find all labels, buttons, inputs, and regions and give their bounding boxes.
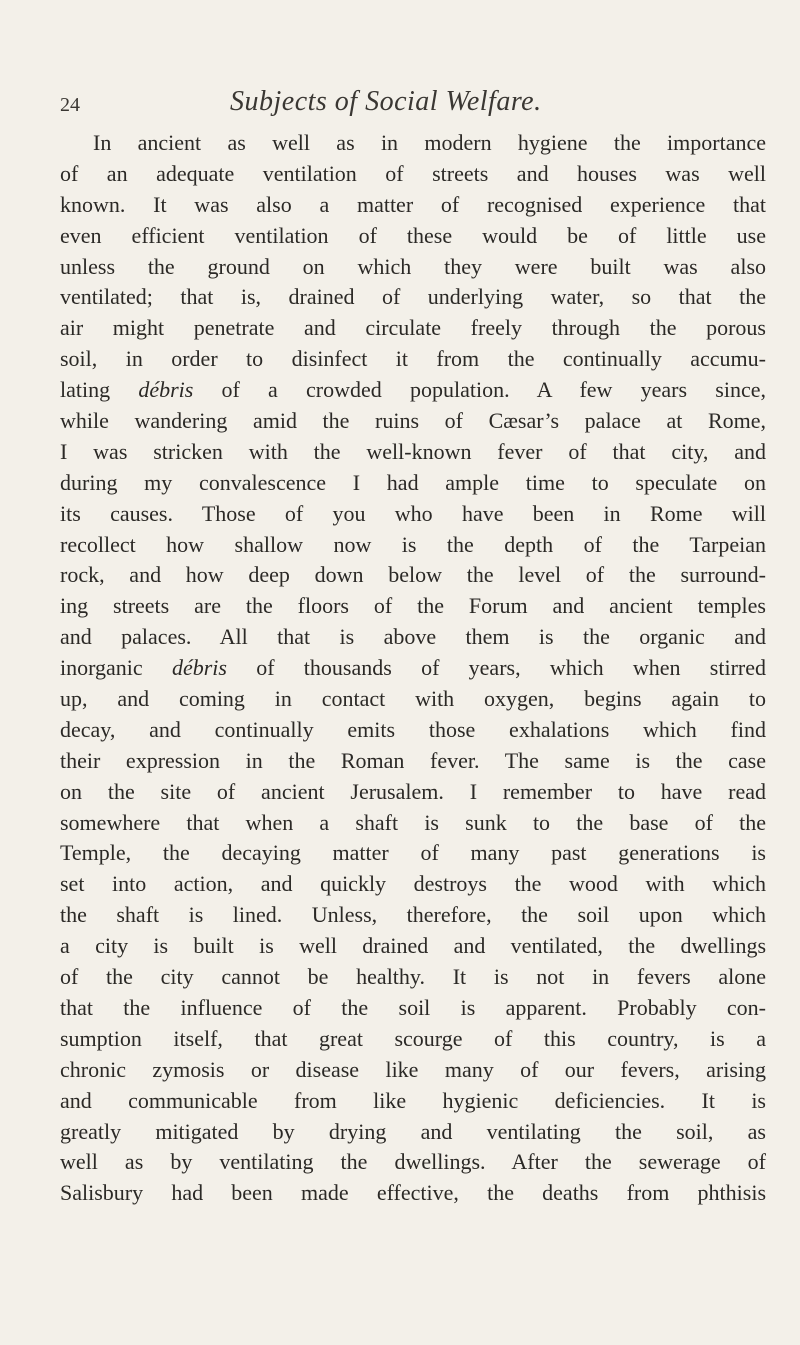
text-line: rock, and how deep down below the level of the surround- — [60, 562, 766, 588]
text-line: while wandering amid the ruins of Cæsar’s palace at Rome, — [60, 408, 766, 434]
text-line: of the city cannot be healthy. It is not in fevers alone — [60, 964, 766, 990]
text-line: recollect how shallow now is the depth of the Tarpeian — [60, 531, 766, 557]
text-line: air might penetrate and circulate freely through the porous — [60, 315, 766, 341]
text-line: sumption itself, that great scourge of this country, is a — [60, 1025, 766, 1051]
text-line: soil, in order to disinfect it from the continually accumu- — [60, 346, 766, 372]
running-head — [60, 86, 760, 126]
text-line: well as by ventilating the dwellings. After the sewerage of — [60, 1149, 766, 1175]
text-line: and palaces. All that is above them is the organic and — [60, 624, 766, 650]
text-line: I was stricken with the well-known fever of that city, and — [60, 438, 766, 464]
text-line: during my convalescence I had ample time to speculate on — [60, 469, 766, 495]
text-line: decay, and continually emits those exhalations which find — [60, 716, 766, 742]
text-line: Temple, the decaying matter of many past generations is — [60, 840, 766, 866]
text-line: ventilated; that is, drained of underlying water, so that the — [60, 284, 766, 310]
text-line: lating débris of a crowded population. A few years since, — [60, 377, 766, 403]
running-title: Subjects of Social Welfare. — [230, 86, 542, 117]
text-line: Salisbury had been made effective, the deaths from phthisis — [60, 1180, 766, 1206]
text-line: chronic zymosis or disease like many of our fevers, arising — [60, 1056, 766, 1082]
text-line: even efficient ventilation of these would be of little use — [60, 222, 766, 248]
page-number: 24 — [60, 94, 80, 116]
text-line: its causes. Those of you who have been in Rome will — [60, 500, 766, 526]
text-line: that the influence of the soil is apparent. Probably con- — [60, 994, 766, 1020]
text-line: on the site of ancient Jerusalem. I remember to have read — [60, 778, 766, 804]
text-line: known. It was also a matter of recognised experience that — [60, 191, 766, 217]
body-paragraph — [60, 128, 766, 1209]
text-line: their expression in the Roman fever. The same is the case — [60, 747, 766, 773]
text-line: ing streets are the floors of the Forum and ancient temples — [60, 593, 766, 619]
text-line: a city is built is well drained and ventilated, the dwellings — [60, 933, 766, 959]
text-line: the shaft is lined. Unless, therefore, the soil upon which — [60, 902, 766, 928]
text-line: and communicable from like hygienic deficiencies. It is — [60, 1087, 766, 1113]
text-line: of an adequate ventilation of streets and houses was well — [60, 160, 766, 186]
text-line: unless the ground on which they were built was also — [60, 253, 766, 279]
text-line: In ancient as well as in modern hygiene the importance — [93, 130, 766, 155]
text-line: inorganic débris of thousands of years, which when stirred — [60, 655, 766, 681]
text-line: set into action, and quickly destroys the wood with which — [60, 871, 766, 897]
text-line: greatly mitigated by drying and ventilating the soil, as — [60, 1118, 766, 1144]
text-line: somewhere that when a shaft is sunk to the base of the — [60, 809, 766, 835]
text-line: up, and coming in contact with oxygen, begins again to — [60, 686, 766, 712]
